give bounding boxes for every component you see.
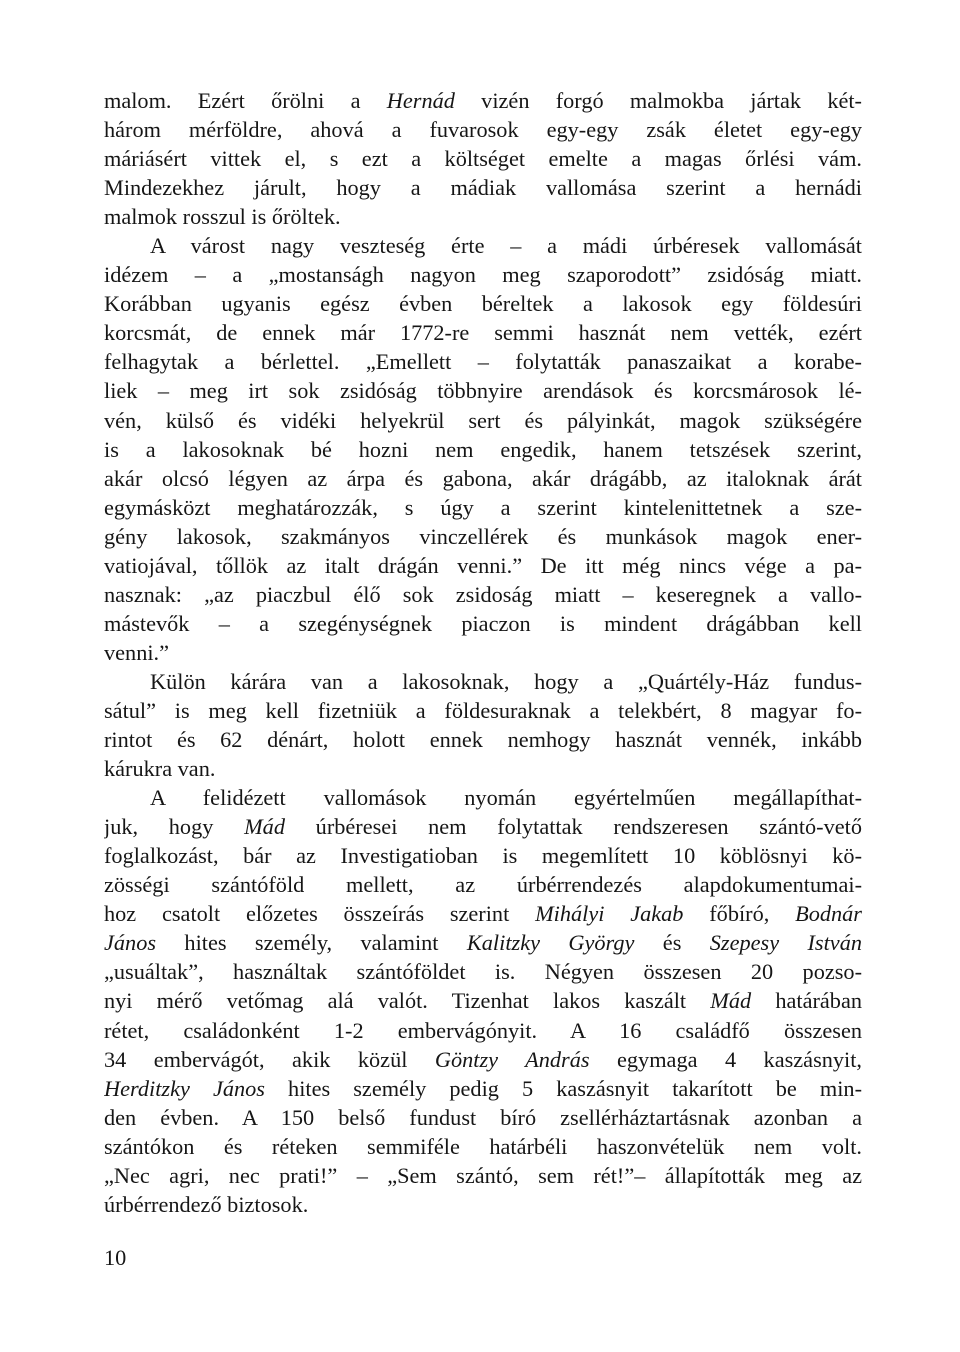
text-run: felhagytak a bérlettel. „Emellett – folytatták panaszaikat a korabe- [104, 349, 862, 375]
text-line [104, 1074, 862, 1103]
text-line [104, 406, 862, 435]
text-line [104, 522, 862, 551]
text-run: hoz csatolt előzetes összeírás szerint [104, 901, 536, 927]
text-run: „Nec agri, nec prati!” – „Sem szántó, sem rét!”– állapították meg az [104, 1162, 862, 1188]
text-line [104, 638, 862, 667]
text-run: gény lakosok, szakmányos vinczellérek és munkások magok ener- [104, 523, 862, 549]
text-run: is a lakosoknak bé hozni nem engedik, hanem tetszések szerint, [104, 436, 862, 462]
text-line [104, 783, 862, 812]
text-line [104, 1045, 862, 1074]
text-line [104, 1190, 862, 1219]
text-run: rétet, családonként 1-2 embervágónyit. A 16 családfő összesen [104, 1017, 862, 1043]
text-line [104, 667, 862, 696]
italic-name: Hernád [386, 88, 455, 113]
text-run: három mérföldre, ahová a fuvarosok egy-egy zsák életet egy-egy [104, 117, 862, 143]
text-run: kárukra van. [104, 756, 216, 782]
italic-name: Herditzky János [104, 1075, 265, 1101]
text-line [104, 754, 862, 783]
text-line [104, 1016, 862, 1045]
text-run: mástevők – a szegénységnek piaczon is mindent drágábban kell [104, 610, 862, 636]
italic-name: Szepesy István [709, 930, 862, 956]
text-line [104, 1161, 862, 1190]
text-run: nasznak: „az piaczbul élő sok zsidoság miatt – keseregnek a vallo- [104, 581, 862, 607]
text-run: malom. Ezért őrölni a [104, 88, 387, 113]
text-run: egymaga 4 kaszásnyit, [589, 1046, 862, 1072]
text-run: vizén forgó malmokba jártak két- [454, 88, 862, 113]
text-run: egymásközt meghatározzák, s úgy a szerint kintelenittetnek a sze- [104, 494, 862, 520]
text-run: máriásért vittek el, s ezt a költséget emelte a magas őrlési vám. [104, 146, 862, 172]
text-line [104, 812, 862, 841]
text-run: sátul” is meg kell fizetniük a földesuraknak a telekbért, 8 magyar fo- [104, 697, 862, 723]
italic-name: Bodnár [795, 901, 862, 927]
text-line [104, 493, 862, 522]
text-run: Mindezekhez járult, hogy a mádiak vallomása szerint a hernádi [104, 175, 862, 201]
text-run: úrbéresei nem folytattak rendszeresen szántó-vető [284, 814, 862, 840]
text-line [104, 580, 862, 609]
text-line [104, 464, 862, 493]
text-line [104, 173, 862, 202]
text-line [104, 986, 862, 1015]
text-line [104, 899, 862, 928]
text-line [104, 928, 862, 957]
text-run: hites személy, valamint [156, 930, 467, 956]
text-line [104, 144, 862, 173]
text-line [104, 318, 862, 347]
text-run: korcsmát, de ennek már 1772-re semmi hasznát nem vették, ezért [104, 320, 862, 346]
text-line [104, 86, 862, 115]
italic-name: Kalitzky György [466, 930, 635, 956]
text-line [104, 260, 862, 289]
text-run: venni.” [104, 639, 170, 665]
text-run: idézem – a „mostanságh nagyon meg szaporodott” zsidóság miatt. [104, 262, 862, 288]
text-run: 34 embervágót, akik közül [104, 1046, 435, 1072]
text-line [104, 870, 862, 899]
text-run: zösségi szántóföld mellett, az úrbérrendezés alapdokumentumai- [104, 872, 862, 898]
text-run: malmok rosszul is őröltek. [104, 204, 341, 230]
italic-name: Mád [710, 988, 752, 1014]
text-run: Korábban ugyanis egész évben béreltek a lakosok egy földesúri [104, 291, 862, 317]
text-line [104, 696, 862, 725]
text-line [104, 1103, 862, 1132]
text-line [104, 376, 862, 405]
text-run: akár olcsó légyen az árpa és gabona, akár drágább, az italoknak árát [104, 465, 862, 491]
text-line [104, 725, 862, 754]
text-line [104, 202, 862, 231]
text-run: juk, hogy [104, 814, 245, 840]
text-run: foglalkozást, bár az Investigatioban is megemlített 10 köblösnyi kö- [104, 843, 862, 869]
text-run: és [634, 930, 710, 956]
text-run: hites személy pedig 5 kaszásnyit takarított be min- [264, 1075, 862, 1101]
text-line [104, 551, 862, 580]
italic-name: Mihályi Jakab [535, 901, 684, 927]
text-line [104, 231, 862, 260]
text-run: den évben. A 150 belső fundust bíró zsellérháztartásnak azonban a [104, 1104, 862, 1130]
text-run: Külön kárára van a lakosoknak, hogy a „Quártély-Ház fundus- [150, 668, 862, 694]
page-number: 10 [104, 1245, 127, 1270]
text-line [104, 289, 862, 318]
text-run: főbíró, [683, 901, 796, 927]
text-run: határában [751, 988, 862, 1014]
text-run: vén, külső és vidéki helyekrül sert és pályinkát, magok szükségére [104, 407, 862, 433]
text-line [104, 957, 862, 986]
text-line [104, 609, 862, 638]
text-run: A várost nagy veszteség érte – a mádi úrbéresek vallomását [150, 233, 862, 259]
text-run: „usuáltak”, használtak szántóföldet is. Négyen összesen 20 pozso- [104, 959, 862, 985]
text-line [104, 435, 862, 464]
text-line [104, 841, 862, 870]
text-run: nyi mérő vetőmag alá valót. Tizenhat lakos kaszált [104, 988, 711, 1014]
text-line [104, 115, 862, 144]
italic-name: Göntzy András [434, 1046, 590, 1072]
text-run: A felidézett vallomások nyomán egyértelműen megállapíthat- [150, 785, 862, 811]
italic-name: Mád [244, 814, 285, 840]
text-run: liek – meg irt sok zsidóság többnyire arendások és korcsmárosok lé- [104, 378, 862, 404]
text-run: rintot és 62 dénárt, holott ennek nemhogy hasznát vennék, inkább [104, 727, 862, 753]
text-line [104, 1132, 862, 1161]
italic-name: János [104, 930, 157, 956]
text-run: vatiojával, tőllök az italt drágán venni.” De itt még nincs vége a pa- [104, 552, 862, 578]
text-run: szántókon és réteken semmiféle határbéli haszonvételük nem volt. [104, 1133, 862, 1159]
text-run: úrbérrendező biztosok. [104, 1191, 309, 1217]
text-line [104, 347, 862, 376]
page-body-text [104, 86, 862, 1219]
